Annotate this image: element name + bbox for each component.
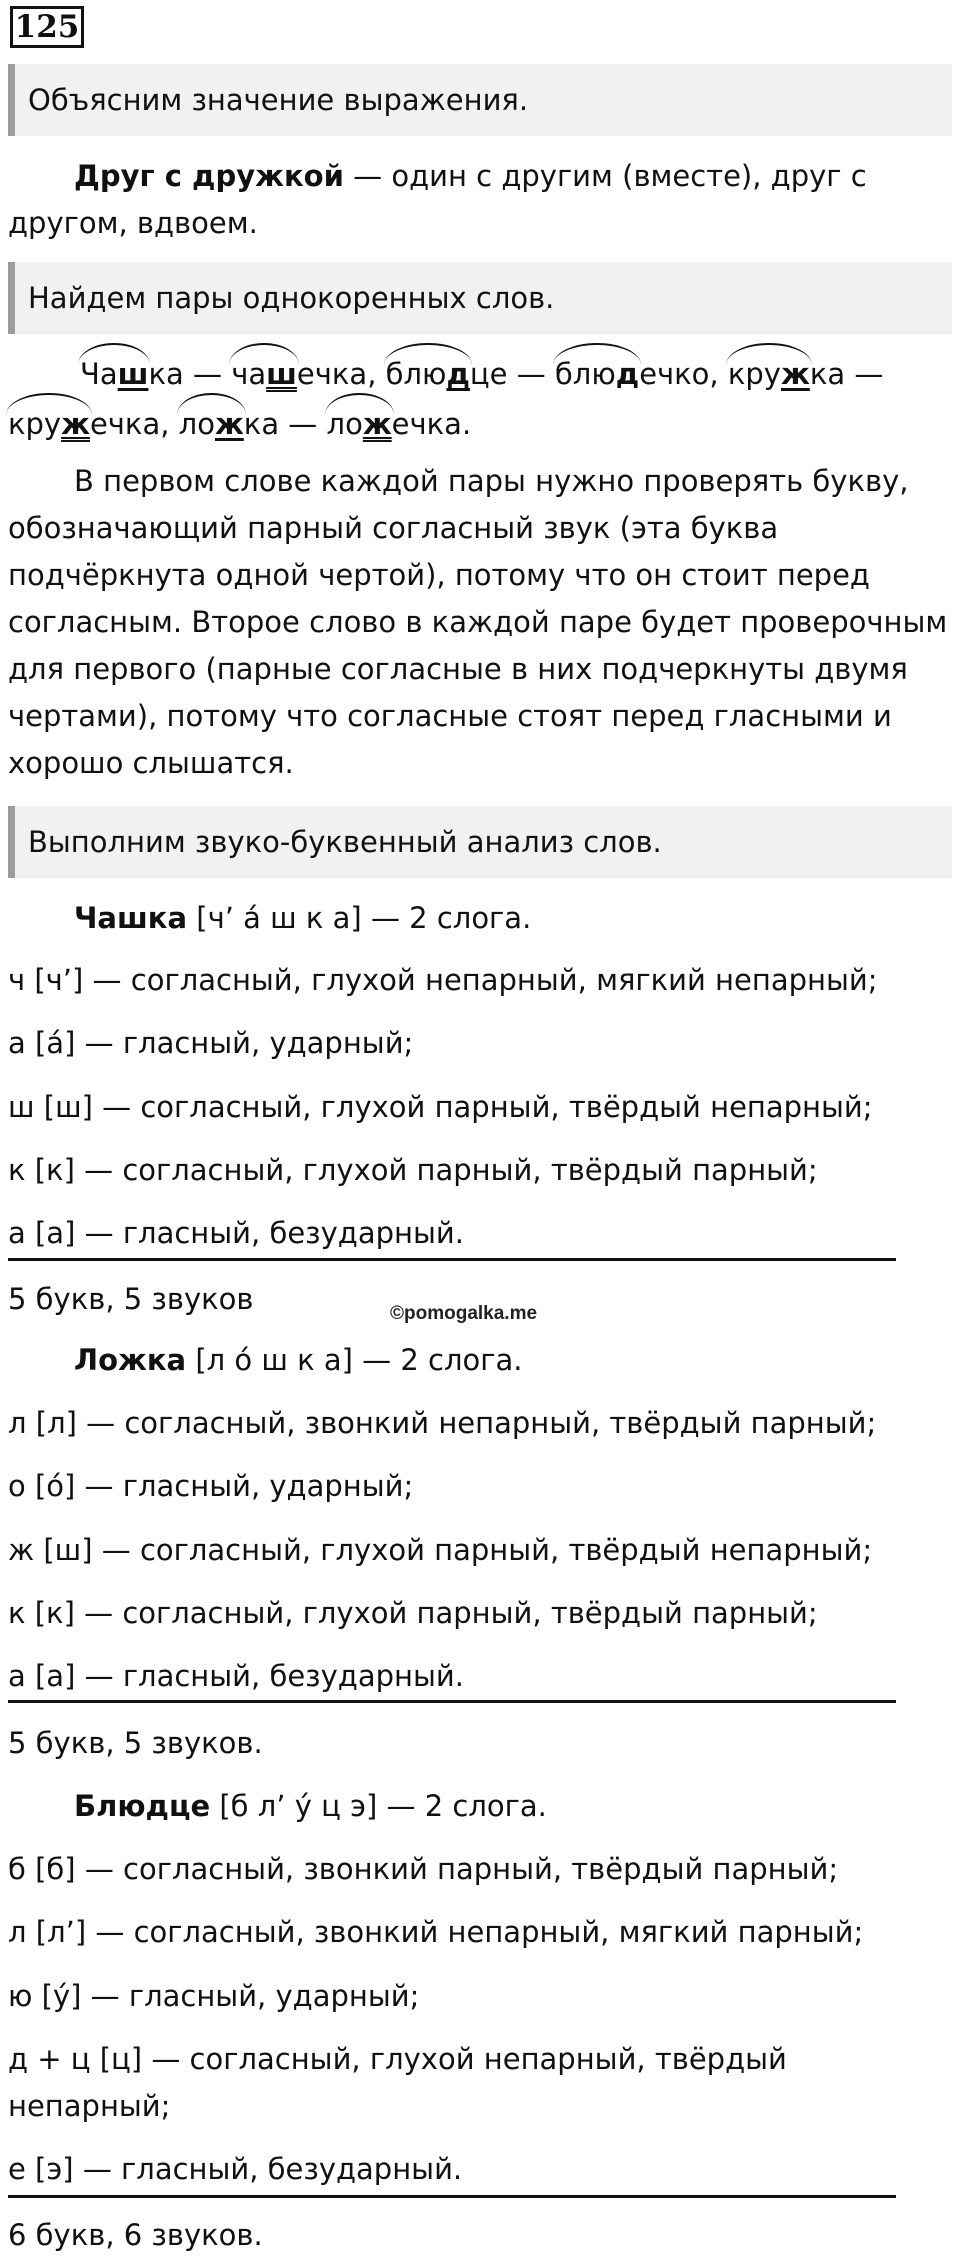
letter-line: о [о́] — гласный, ударный; <box>8 1469 414 1503</box>
meaning-paragraph <box>8 153 948 247</box>
word-title: Чашка [ч’ а́ ш к а] — 2 слога. <box>74 901 532 935</box>
letter-line: ч [ч’] — согласный, глухой непарный, мягкий непарный; <box>8 963 878 997</box>
letter-line: ю [у́] — гласный, ударный; <box>8 1979 420 2013</box>
pair3-word1-root: круж <box>728 349 810 399</box>
letter-line: ж [ш] — согласный, глухой парный, твёрдый непарный; <box>8 1533 873 1567</box>
pair2-word1-root: блюд <box>386 349 470 399</box>
letter-line: к [к] — согласный, глухой парный, твёрдый парный; <box>8 1596 818 1630</box>
pair1-word2-root: чаш <box>231 349 297 399</box>
watermark: ©pomogalka.me <box>390 1303 538 1324</box>
letter-line: к [к] — согласный, глухой парный, твёрдый парный; <box>8 1153 818 1187</box>
divider <box>8 1258 896 1261</box>
word-summary: 5 букв, 5 звуков. <box>8 1726 263 1760</box>
letter-line: а [а] — гласный, безударный. <box>8 1659 464 1693</box>
letter-line: л [л] — согласный, звонкий непарный, твёрдый парный; <box>8 1406 877 1440</box>
letter-line: е [э] — гласный, безударный. <box>8 2152 463 2186</box>
word-summary: 5 букв, 5 звуков <box>8 1282 254 1316</box>
word-summary: 6 букв, 6 звуков. <box>8 2218 263 2252</box>
letter-line: б [б] — согласный, звонкий парный, твёрдый парный; <box>8 1852 839 1886</box>
letter-line: а [а] — гласный, безударный. <box>8 1216 464 1250</box>
phrase-definition: — один с другим (вместе), друг с другом, вдвоем. <box>8 159 867 240</box>
pair2-word2-root: блюд <box>555 349 639 399</box>
pair1-word1-root: Чаш <box>80 349 148 399</box>
pair3-word2-root: круж <box>8 399 90 449</box>
divider <box>8 1700 896 1703</box>
word-title: Ложка [л о́ ш к а] — 2 слога. <box>74 1343 523 1377</box>
letter-line: д + ц [ц] — согласный, глухой непарный, твёрдый <box>8 2042 787 2076</box>
divider <box>8 2195 896 2198</box>
word-title: Блюдце [б л’ у́ ц э] — 2 слога. <box>74 1789 547 1823</box>
letter-line: л [л’] — согласный, звонкий непарный, мягкий парный; <box>8 1915 864 1949</box>
pair4-word1-root: лож <box>179 399 244 449</box>
phrase: Друг с дружкой <box>74 159 344 193</box>
letter-line: а [а́] — гласный, ударный; <box>8 1026 414 1060</box>
section-header-pairs: Найдем пары однокоренных слов. <box>8 262 952 334</box>
pair4-word2-root: лож <box>327 399 392 449</box>
section-header-analysis: Выполним звуко-буквенный анализ слов. <box>8 806 952 878</box>
word-pairs: Чашка — чашечка, блюдце — блюдечко, кружка — кружечка, ложка — ложечка. <box>8 349 948 449</box>
explanation-paragraph: В первом слове каждой пары нужно проверять букву, обозначающий парный согласный звук (эта буква подчёркнута одной чертой), потому что он стоит перед согласным. Второе слово в каждой паре будет проверочным для первого (парные согласные в них подчеркнуты двумя чертами), потому что согласные стоят перед гласными и хорошо слышатся. <box>8 464 948 780</box>
letter-line: ш [ш] — согласный, глухой парный, твёрдый непарный; <box>8 1090 873 1124</box>
letter-line: непарный; <box>8 2089 171 2123</box>
task-number: 125 <box>10 6 84 48</box>
section-header-meaning: Объясним значение выражения. <box>8 64 952 136</box>
